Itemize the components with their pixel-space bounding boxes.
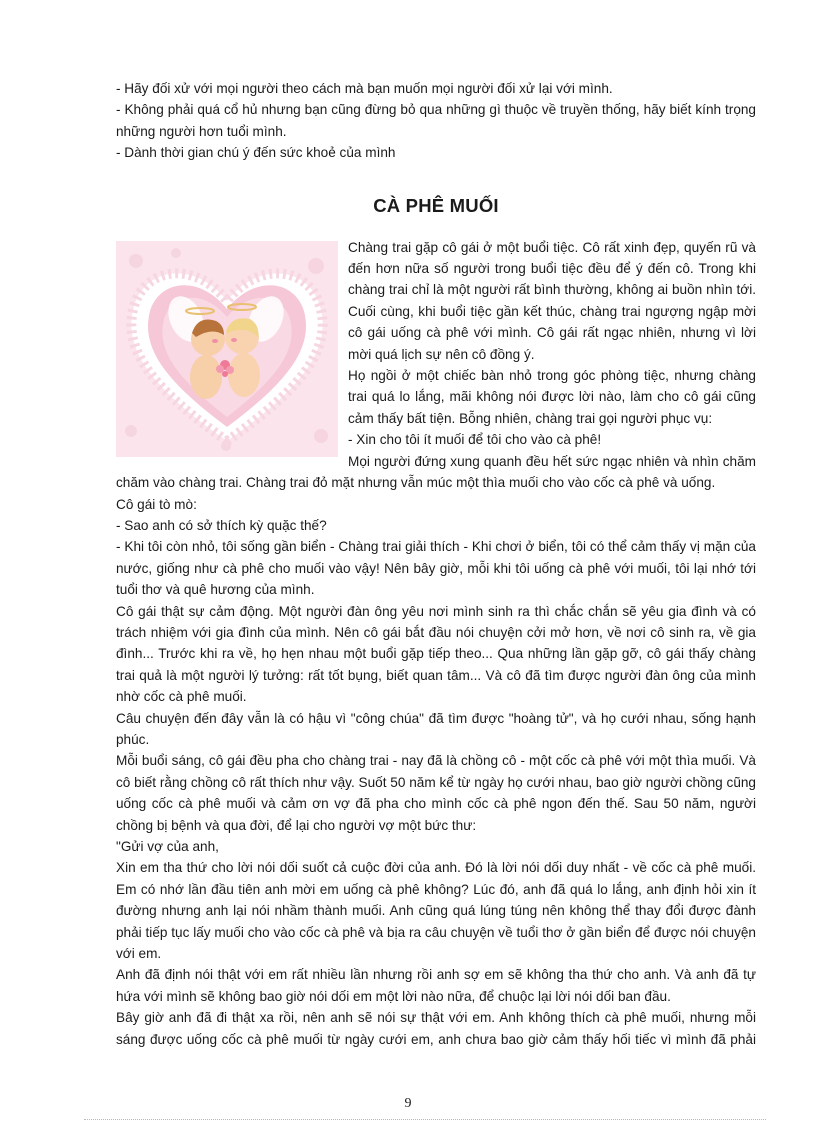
page-number: 9 bbox=[404, 1096, 412, 1111]
story-paragraph: - Sao anh có sở thích kỳ quặc thế? bbox=[116, 517, 327, 533]
story-paragraph: - Khi tôi còn nhỏ, tôi sống gần biển - Chàng trai giải thích - Khi chơi ở biển, tôi có thể cảm thấy vị mặn của nước, giống như cà phê cho muối vào vậy! Nên bây giờ, mỗi khi tôi uống cà phê với muối, tôi lại nhớ tới tuổi thơ và quê hương của mình. bbox=[116, 539, 756, 598]
intro-line: - Hãy đối xử với mọi người theo cách mà bạn muốn mọi người đối xử lại với mình. bbox=[116, 81, 613, 96]
letter-salutation: "Gửi vợ của anh, bbox=[116, 839, 219, 854]
story-paragraph: Chàng trai gặp cô gái ở một buổi tiệc. Cô rất xinh đẹp, quyến rũ và đến hơn nữa số người trong buổi tiệc đều để ý đến cô. Trong khi chàng trai chỉ là một người rất bình thường, không ai buồn nhìn tới. Cuối cùng, khi buổi tiệc gần kết thúc, chàng trai ngượng ngập mời cô gái uống cà phê với mình. Cô gái rất ngạc nhiên, nhưng vì lời mời quá lịch sự nên cô đồng ý. bbox=[348, 239, 756, 362]
cupid-kiss-heart-image bbox=[116, 241, 338, 457]
story-paragraph: Mỗi buổi sáng, cô gái đều pha cho chàng trai - nay đã là chồng cô - một cốc cà phê với một thìa muối. Và cô biết rằng chồng cô rất thích như vậy. Suốt 50 năm kể từ ngày họ cưới nhau, bao giờ người chồng cũng uống cốc cà phê muối và cảm ơn vợ đã pha cho mình cốc cà phê ngon đến thế. Sau 50 năm, người chồng bị bệnh và qua đời, để lại cho người vợ một bức thư: bbox=[116, 753, 756, 833]
story-paragraph: Họ ngồi ở một chiếc bàn nhỏ trong góc phòng tiệc, nhưng chàng trai quá lo lắng, mãi không nói được lời nào, làm cho cô gái cũng cảm thấy bất tiện. Bỗng nhiên, chàng trai gọi người phục vụ: bbox=[348, 368, 756, 426]
footer-dotted-rule bbox=[84, 1119, 766, 1120]
letter-paragraph: Anh đã định nói thật với em rất nhiều lần nhưng rồi anh sợ em sẽ không tha thứ cho anh. Và anh đã tự hứa với mình sẽ không bao giờ nói dối em một lời nào nữa, để chuộc lại lời nói dối ban đầu. bbox=[116, 967, 756, 1004]
intro-line: - Không phải quá cổ hủ nhưng bạn cũng đừng bỏ qua những gì thuộc về truyền thống, hãy biết kính trọng những người hơn tuổi mình. bbox=[116, 102, 756, 139]
story-paragraph: Câu chuyện đến đây vẫn là có hậu vì "công chúa" đã tìm được "hoàng tử", và họ cưới nhau, sống hạnh phúc. bbox=[116, 710, 756, 747]
intro-line: - Dành thời gian chú ý đến sức khoẻ của mình bbox=[116, 145, 396, 161]
story-paragraph: Cô gái tò mò: bbox=[116, 496, 197, 512]
story-paragraph: Mọi người đứng xung quanh đều hết sức ngạc nhiên và nhìn chăm chăm vào chàng trai. Chàng trai đỏ mặt nhưng vẫn múc một thìa muối cho vào cốc cà phê và uống. bbox=[116, 453, 756, 491]
story-paragraph: Cô gái thật sự cảm động. Một người đàn ông yêu nơi mình sinh ra thì chắc chắn sẽ yêu gia đình và có trách nhiệm với gia đình của mình. Nên cô gái bắt đầu nói chuyện cởi mở hơn, về nơi cô sinh ra, về gia đình... Trước khi ra về, họ hẹn nhau một buổi gặp tiếp theo... Qua những lần gặp gỡ, cô gái thấy chàng trai quả là một người lý tưởng: rất tốt bụng, biết quan tâm... Và cô đã tìm được người đàn ông của mình nhờ cốc cà phê muối. bbox=[116, 603, 756, 705]
story-title: CÀ PHÊ MUỐI bbox=[373, 194, 499, 216]
page-content bbox=[116, 78, 756, 1050]
story-paragraph: - Xin cho tôi ít muối để tôi cho vào cà phê! bbox=[348, 432, 602, 448]
letter-paragraph: Bây giờ anh đã đi thật xa rồi, nên anh sẽ nói sự thật với em. Anh không thích cà phê muối, nhưng mỗi sáng được uống cốc cà phê muối từ ngày cưới em, anh chưa bao giờ cảm thấy hối tiếc vì mình đã phải bbox=[116, 1010, 756, 1047]
letter-paragraph: Xin em tha thứ cho lời nói dối suốt cả cuộc đời của anh. Đó là lời nói dối duy nhất - về cốc cà phê muối. Em có nhớ lần đầu tiên anh mời em uống cà phê không? Lúc đó, anh đã quá lo lắng, anh định hỏi xin ít đường nhưng anh lại nói nhầm thành muối. Anh cũng quá lúng túng nên không thể thay đổi được đành phải tiếp tục lấy muối cho vào cốc cà phê và bịa ra câu chuyện về tuổi thơ ở gần biển để được nói chuyện với em. bbox=[116, 860, 756, 962]
